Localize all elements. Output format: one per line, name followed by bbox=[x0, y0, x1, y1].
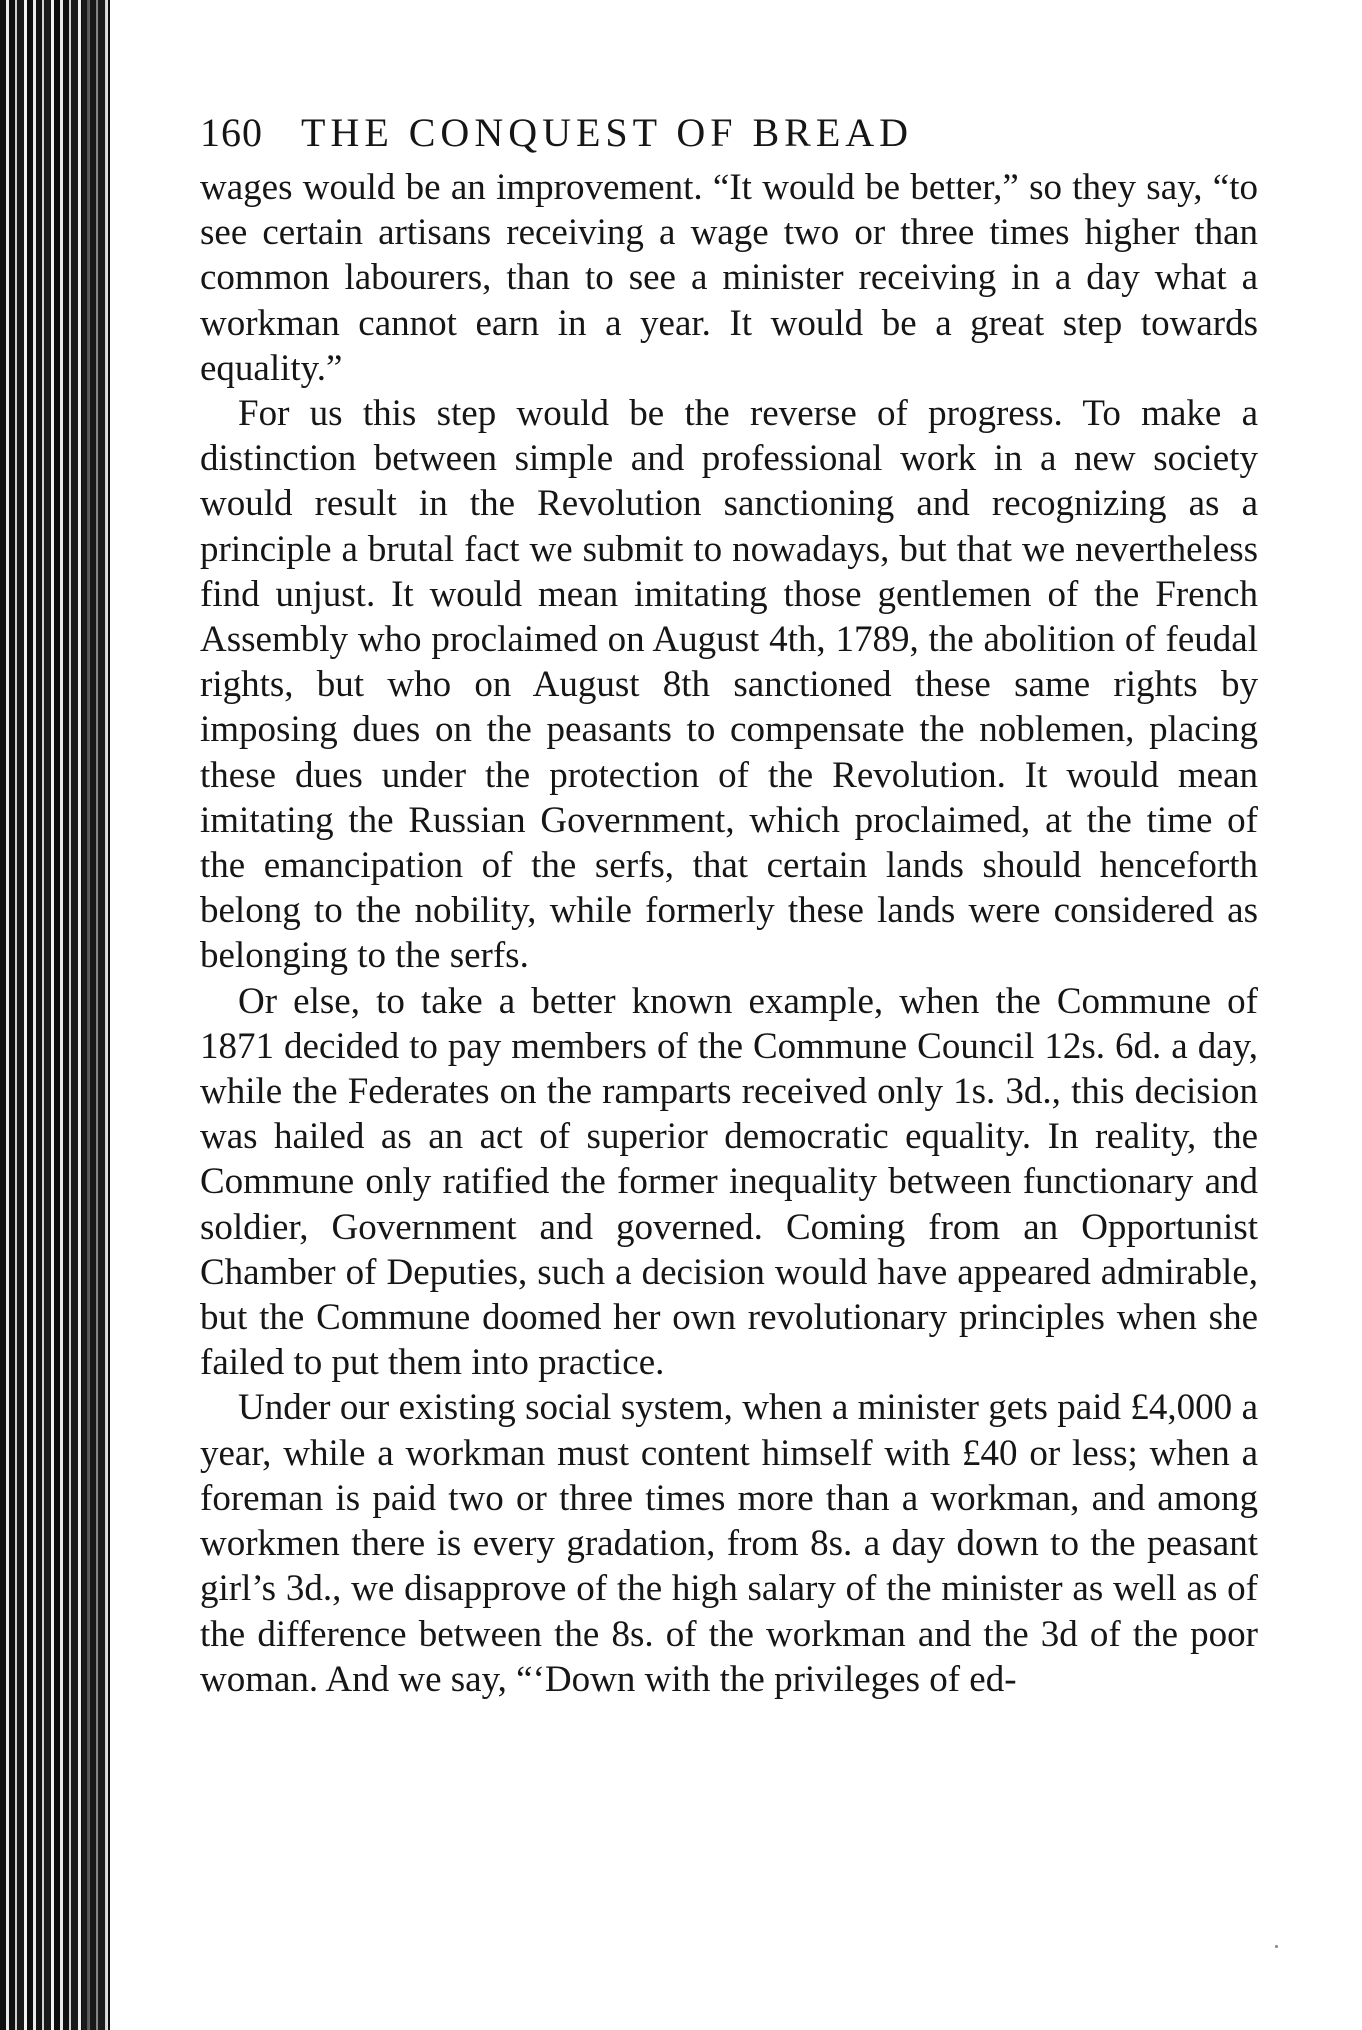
paragraph: For us this step would be the reverse of progress. To make a distinction between simple and professional work in a new society would result in the Revolution sanctioning and recognizing as a principle a brutal fact we submit to nowadays, but that we nevertheless find unjust. It would mean imitating those gentlemen of the French Assembly who proclaimed on August 4th, 1789, the abolition of feudal rights, but who on August 8th sanctioned these same rights by imposing dues on the peasants to compensate the noblemen, placing these dues under the protection of the Revolution. It would mean imitating the Russian Government, which proclaimed, at the time of the emancipation of the serfs, that certain lands should henceforth belong to the nobility, while formerly these lands were considered as belonging to the serfs. bbox=[200, 393, 1258, 977]
paragraph: Or else, to take a better known example, when the Commune of 1871 decided to pay members of the Commune Council 12s. 6d. a day, while the Federates on the ramparts received only 1s. 3d., this decision was hailed as an act of superior democratic equality. In reality, the Commune only ratified the former inequality between functionary and soldier, Government and governed. Coming from an Opportunist Chamber of Deputies, such a decision would have appeared admirable, but the Commune doomed her own revolutionary principles when she failed to put them into practice. bbox=[200, 980, 1258, 1384]
paragraph-continuation: wages would be an improvement. “It would be better,” so they say, “to see certain artisans receiving a wage two or three times higher than common labourers, than to see a minister receiving in a day what a workman cannot earn in a year. It would be a great step towards equality.” bbox=[200, 167, 1258, 389]
running-head bbox=[200, 105, 1258, 165]
page-number: 160 bbox=[200, 110, 263, 155]
book-page bbox=[200, 105, 1258, 1702]
binding-shadow bbox=[82, 0, 110, 2030]
running-title: THE CONQUEST OF BREAD bbox=[301, 110, 914, 155]
body-text bbox=[200, 165, 1258, 1702]
paragraph: Under our existing social system, when a minister gets paid £4,000 a year, while a workman must content himself with £40 or less; when a foreman is paid two or three times more than a workman, and among workmen there is every gradation, from 8s. a day down to the peasant girl’s 3d., we disapprove of the high salary of the minister as well as of the difference between the 8s. of the workman and the 3d of the poor woman. And we say, “‘Down with the privileges of ed- bbox=[200, 1387, 1258, 1700]
scan-speck bbox=[1275, 1945, 1278, 1948]
